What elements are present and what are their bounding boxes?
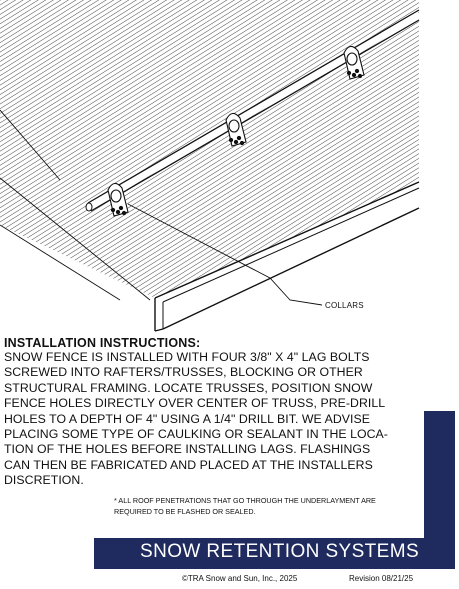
revision-date: Revision 08/21/25 [349, 574, 414, 583]
copyright-notice: ©TRA Snow and Sun, Inc., 2025 [182, 574, 298, 583]
instructions-body: SNOW FENCE IS INSTALLED WITH FOUR 3/8" X 4" LAG BOLTS SCREWED INTO RAFTERS/TRUSSES, BLOCKING OR OTHER STRUCTURAL FRAMING. LOCATE TRUSSES, POSITION SNOW FENCE HOLES DIRECTLY OVER CENTER OF TRUSS, PRE-DRILL HOLES TO A DEPTH OF 4" USING A 1/4" DRILL BIT. WE ADVISE PLACING SOME TYPE OF CAULKING OR SEALANT IN THE LOCA- TION OF THE HOLES BEFORE INSTALLING LAGS. FLASHINGS CAN THEN BE FABRICATED AND PLACED AT THE INSTALLERS DISCRETION. [4, 350, 388, 488]
roof-panel [0, 0, 419, 298]
instructions-heading: INSTALLATION INSTRUCTIONS: [4, 336, 201, 350]
collars-callout-label: COLLARS [325, 301, 364, 310]
brand-side-bar [424, 411, 455, 539]
flashing-footnote: * ALL ROOF PENETRATIONS THAT GO THROUGH THE UNDERLAYMENT ARE REQUIRED TO BE FLASHED OR SEALED. [114, 496, 376, 516]
footer-title: SNOW RETENTION SYSTEMS [140, 541, 420, 562]
